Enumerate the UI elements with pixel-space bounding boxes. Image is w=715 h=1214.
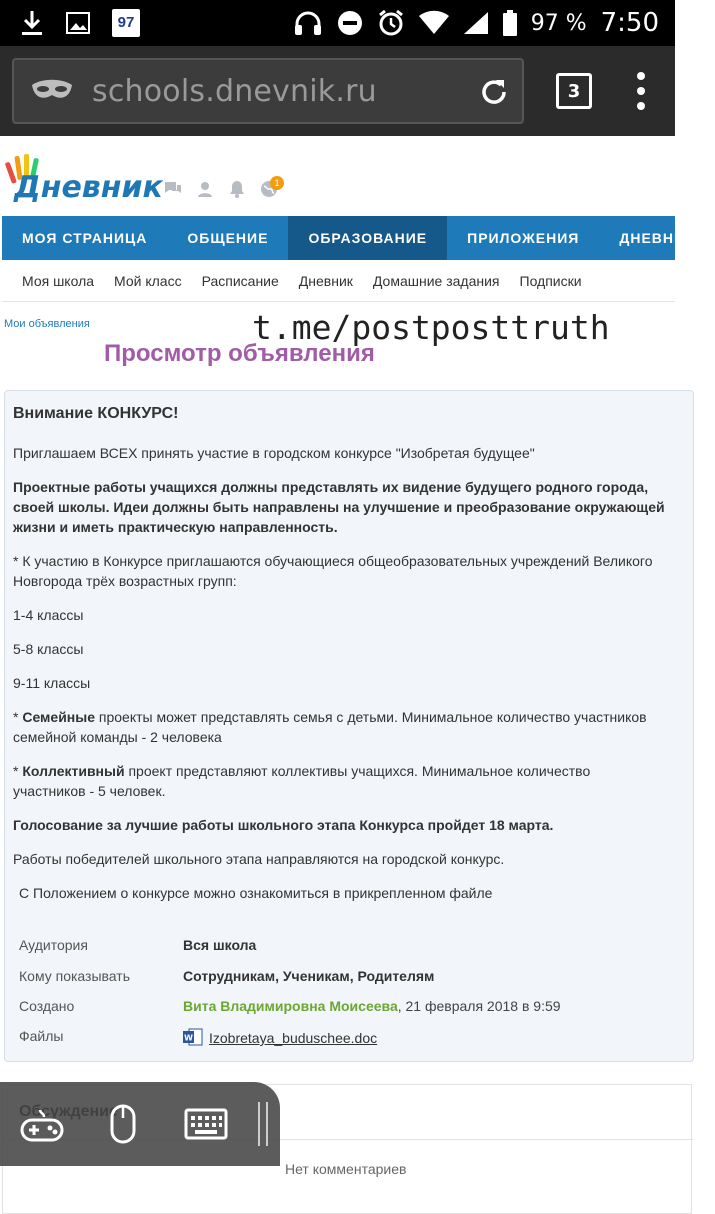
word-document-icon [183,1028,203,1046]
do-not-disturb-icon [337,10,363,36]
site-logo[interactable]: Дневник [14,170,163,205]
subnav-subscriptions[interactable]: Подписки [519,272,582,289]
voting-date-text: Голосование за лучшие работы школьного этапа Конкурса пройдет 18 марта. [13,817,554,833]
announcement-participants: * К участию в Конкурсе приглашаются обучающиеся общеобразовательных учреждений Великого Новгорода трёх возрастных групп: [13,553,653,589]
tab-switcher-button[interactable]: 3 [556,73,592,109]
messages-icon[interactable] [164,180,182,198]
meta-created-value [183,998,561,1014]
nav-applications[interactable]: ПРИЛОЖЕНИЯ [467,230,580,246]
friends-icon[interactable] [196,180,214,198]
mouse-icon[interactable] [110,1104,136,1144]
subnav-schedule[interactable]: Расписание [201,272,279,289]
breadcrumb-my-announcements[interactable]: Мои объявления [4,318,90,330]
watermark-text: t.me/postposttruth [252,308,610,347]
author-link[interactable]: Вита Владимировна Моисеева [183,998,398,1014]
age-group-1: 1-4 классы [13,607,84,623]
subnav-homework[interactable]: Домашние задания [372,272,500,289]
clock: 7:50 [600,8,659,38]
keyboard-icon[interactable] [184,1108,228,1140]
created-date: , 21 февраля 2018 в 9:59 [397,998,561,1014]
nav-my-page[interactable]: МОЯ СТРАНИЦА [22,230,148,246]
bell-icon[interactable] [228,180,246,198]
url-text: schools.dnevnik.ru [92,73,377,109]
headphones-icon [293,10,323,36]
meta-files-value [183,1028,377,1046]
main-nav [2,216,695,260]
attached-file-link[interactable]: Izobretaya_buduschee.doc [209,1030,378,1046]
subnav-my-school[interactable]: Моя школа [22,272,95,289]
announcement-title: Внимание КОНКУРС! [13,405,179,422]
site-header [0,136,675,216]
gamepad-icon[interactable] [20,1108,64,1142]
header-icons [164,180,278,198]
meta-created-label: Создано [19,998,75,1014]
winners-text: Работы победителей школьного этапа направляются на городской конкурс. [13,851,505,867]
drag-handle[interactable] [258,1102,268,1146]
meta-audience-label: Аудитория [19,937,88,953]
reload-icon[interactable] [478,76,510,108]
notification-badge: 1 [270,176,284,190]
signal-icon [463,11,489,35]
subnav-diary[interactable]: Дневник [298,272,353,289]
calendar-day: 97 [117,14,135,31]
age-group-2: 5-8 классы [13,641,84,657]
announcement-card [4,390,694,1062]
battery-icon [503,10,517,36]
wifi-icon [419,11,449,35]
meta-show-to-label: Кому показывать [19,968,130,984]
meta-audience-value: Вся школа [183,937,257,953]
alarm-icon [377,9,405,37]
rules-text: С Положением о конкурсе можно ознакомиться в прикрепленном файле [19,885,493,901]
nav-diary[interactable]: ДНЕВНИК [619,230,695,246]
page-title: Просмотр объявления [104,340,375,367]
nav-communication[interactable]: ОБЩЕНИЕ [187,230,269,246]
calendar-icon [112,9,140,37]
svg-text:W: W [184,1033,193,1043]
image-icon [66,12,90,34]
announcement-intro: Приглашаем ВСЕХ принять участие в городском конкурсе "Изобретая будущее" [13,445,535,461]
overflow-menu-icon[interactable] [634,72,648,112]
status-bar [0,0,675,46]
browser-toolbar [0,46,675,136]
nav-education[interactable]: ОБРАЗОВАНИЕ [288,216,447,260]
announcement-bold-block: Проектные работы учащихся должны представлять их видение будущего родного города, своей школы. Идеи должны быть направлены на улучшение и преобразование окружающей жизни и иметь практическую направленность. [13,479,665,535]
no-comments-text: Нет комментариев [285,1161,407,1177]
download-icon [20,9,44,37]
address-bar[interactable] [12,58,524,124]
web-page [0,136,695,1200]
meta-show-to-value: Сотрудникам, Ученикам, Родителям [183,968,435,984]
family-projects-text: * Семейные проекты может представлять семья с детьми. Минимальное количество участников семейной команды - 2 человека [13,709,647,745]
battery-percent: 97 % [530,10,587,36]
remote-control-overlay [0,1082,280,1166]
incognito-mask-icon [30,79,74,103]
meta-files-label: Файлы [19,1028,64,1044]
sub-nav [2,260,675,302]
age-group-3: 9-11 классы [13,675,91,691]
collective-projects-text: * Коллективный проект представляют коллективы учащихся. Минимальное количество участников - 5 человек. [13,763,591,799]
subnav-my-class[interactable]: Мой класс [114,272,182,289]
